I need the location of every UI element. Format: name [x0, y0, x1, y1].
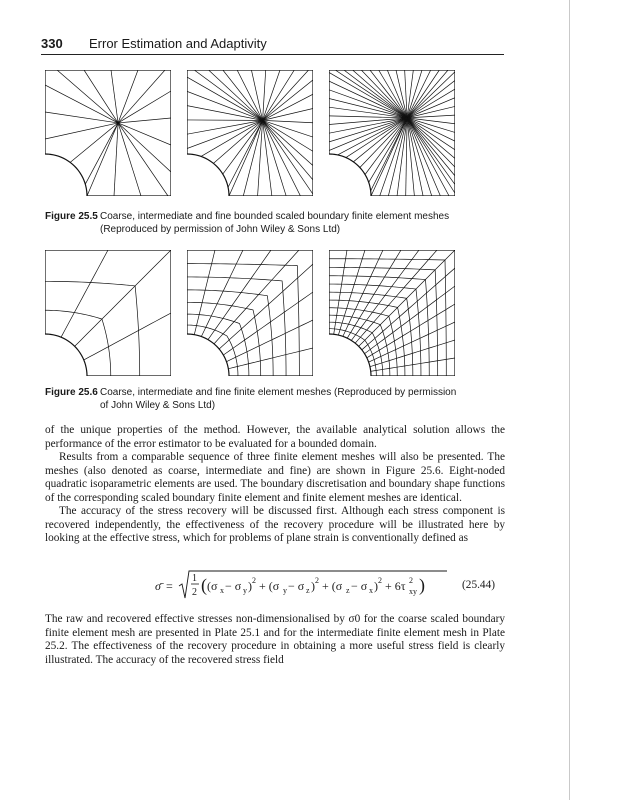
mesh-line [407, 70, 413, 118]
svg-text:(σ: (σ [207, 579, 218, 593]
header-rule [41, 54, 504, 55]
svg-text:2: 2 [378, 576, 382, 585]
figure-25-5-caption [45, 210, 507, 236]
mesh-line [263, 120, 313, 122]
svg-text:): ) [419, 575, 425, 595]
mesh-line [263, 120, 313, 137]
svg-text:2: 2 [252, 576, 256, 585]
mesh-line [329, 72, 407, 117]
svg-text:+ (σ: + (σ [259, 579, 280, 593]
equation-formula [155, 568, 455, 604]
mesh-line [45, 154, 87, 196]
mesh-line [70, 123, 118, 162]
effective-stress-equation [45, 568, 505, 604]
svg-text:2: 2 [192, 587, 197, 598]
mesh-line [362, 268, 455, 350]
mesh-line [263, 70, 309, 120]
mesh-line [45, 123, 118, 139]
mesh-line [84, 313, 171, 360]
mesh-line [329, 154, 371, 196]
mesh-line [187, 120, 263, 148]
mesh-line [367, 304, 455, 358]
mesh-line [213, 120, 262, 163]
mesh-line [263, 70, 295, 120]
mesh-line [84, 70, 118, 123]
svg-text:=: = [166, 579, 173, 593]
caption-text-continued: (Reproduced by permission of John Wiley & Sons Ltd) [100, 224, 341, 235]
svg-text:2: 2 [315, 576, 319, 585]
svg-text:y: y [283, 586, 287, 595]
mesh-line [329, 90, 407, 118]
svg-text:): ) [248, 579, 252, 593]
svg-text:): ) [311, 579, 315, 593]
mesh-line [407, 70, 448, 118]
mesh-line [405, 70, 407, 118]
svg-text:σ̄: σ̄ [155, 579, 161, 593]
figure-25-6-caption [45, 386, 507, 412]
caption-text: Coarse, intermediate and fine bounded scaled boundary finite element meshes [100, 211, 450, 222]
sbfe-mesh-coarse [45, 70, 171, 196]
mesh-line [187, 334, 229, 376]
mesh-line [111, 70, 118, 123]
mesh-line [209, 70, 263, 120]
mesh-line [226, 320, 313, 362]
mesh-line [201, 250, 243, 337]
svg-text:− σ: − σ [351, 579, 368, 593]
mesh-line [388, 118, 407, 196]
caption-label: Figure 25.6 [45, 387, 98, 398]
caption-text: Coarse, intermediate and fine finite element meshes (Reproduced by permission [100, 387, 457, 398]
svg-text:y: y [243, 586, 247, 595]
mesh-line [379, 70, 408, 118]
mesh-line [353, 70, 408, 118]
figure-25-5 [45, 70, 501, 196]
mesh-line [258, 120, 263, 196]
mesh-line [365, 286, 455, 354]
svg-text:x: x [220, 586, 224, 595]
paragraph: of the unique properties of the method. However, the available analytical solution allows the performance of the error estimator to be evaluated for a bounded domain. [45, 424, 505, 450]
mesh-line [329, 98, 407, 117]
mesh-line [335, 70, 407, 118]
mesh-line [187, 314, 249, 376]
mesh-line [355, 250, 437, 343]
paragraph: The raw and recovered effective stresses non-dimensionalised by σ0 for the coarse scaled boundary finite element mesh are presented in Plate 25.1 and for the intermediate finite element mesh in Plate 25.2. The effectiveness of the recovery procedure in obtaining a more useful stress field is clearly illustrated. The accuracy of the recovered stress field [45, 613, 505, 666]
mesh-line [229, 120, 263, 196]
chapter-title: Error Estimation and Adaptivity [89, 36, 267, 51]
figure-25-6 [45, 250, 501, 376]
mesh-line [243, 120, 262, 196]
paragraph: Results from a comparable sequence of three finite element meshes will also be presented. The meshes (also denoted as coarse, intermediate and fine) are shown in Figure 25.6. Eight-noded quadratic isoparametric elements are used. The boundary discretisation and boundary shape functions of the corresponding scaled boundary finite element and finite element meshes are identical. [45, 451, 505, 504]
mesh-line [359, 250, 455, 346]
mesh-line [187, 302, 261, 376]
page-number: 330 [41, 36, 63, 51]
running-head [41, 36, 267, 51]
mesh-line [263, 120, 287, 196]
mesh-line [85, 123, 118, 184]
mesh-line [87, 123, 118, 196]
mesh-line [371, 118, 407, 191]
svg-text:− σ: − σ [288, 579, 305, 593]
mesh-line [347, 250, 401, 338]
fe-mesh-intermediate [187, 250, 313, 376]
caption-label: Figure 25.5 [45, 211, 98, 222]
mesh-line [351, 250, 419, 340]
mesh-line [118, 70, 138, 123]
svg-text:1: 1 [192, 573, 197, 584]
mesh-line [407, 70, 439, 118]
mesh-line [118, 118, 171, 123]
caption-text-continued: of John Wiley & Sons Ltd) [100, 400, 216, 411]
svg-text:+ 6τ: + 6τ [385, 579, 406, 593]
sbfe-mesh-intermediate [187, 70, 313, 196]
mesh-line [361, 70, 407, 118]
mesh-line [187, 264, 299, 376]
fe-mesh-coarse [45, 250, 171, 376]
mesh-line [118, 91, 171, 123]
page-right-margin [570, 0, 617, 800]
svg-text:x: x [369, 586, 373, 595]
mesh-line [407, 118, 455, 176]
mesh-line [228, 348, 313, 369]
svg-text:xy: xy [409, 587, 417, 596]
mesh-line [118, 70, 165, 123]
mesh-line [114, 123, 118, 196]
mesh-line [75, 250, 171, 346]
body-text-upper [45, 424, 505, 546]
paragraph: The accuracy of the stress recovery will be discussed first. Although each stress component is recovered independently, the effectiveness of the recovery procedure will be illustrated here by looking at the effective stress, which for problems of plane strain is conventionally defined as [45, 505, 505, 544]
svg-text:(: ( [201, 575, 207, 595]
svg-text:z: z [346, 586, 350, 595]
equation-number: (25.44) [462, 579, 495, 591]
svg-text:2: 2 [409, 576, 413, 585]
mesh-line [187, 106, 263, 121]
svg-text:+ (σ: + (σ [322, 579, 343, 593]
sbfe-mesh-fine [329, 70, 455, 196]
mesh-line [187, 154, 229, 196]
body-text-lower [45, 613, 505, 667]
svg-text:): ) [374, 579, 378, 593]
svg-text:z: z [306, 586, 310, 595]
mesh-line [118, 123, 168, 196]
mesh-line [194, 250, 215, 335]
mesh-line [263, 120, 313, 165]
fe-mesh-fine [329, 250, 455, 376]
mesh-line [61, 250, 108, 337]
svg-text:− σ: − σ [225, 579, 242, 593]
